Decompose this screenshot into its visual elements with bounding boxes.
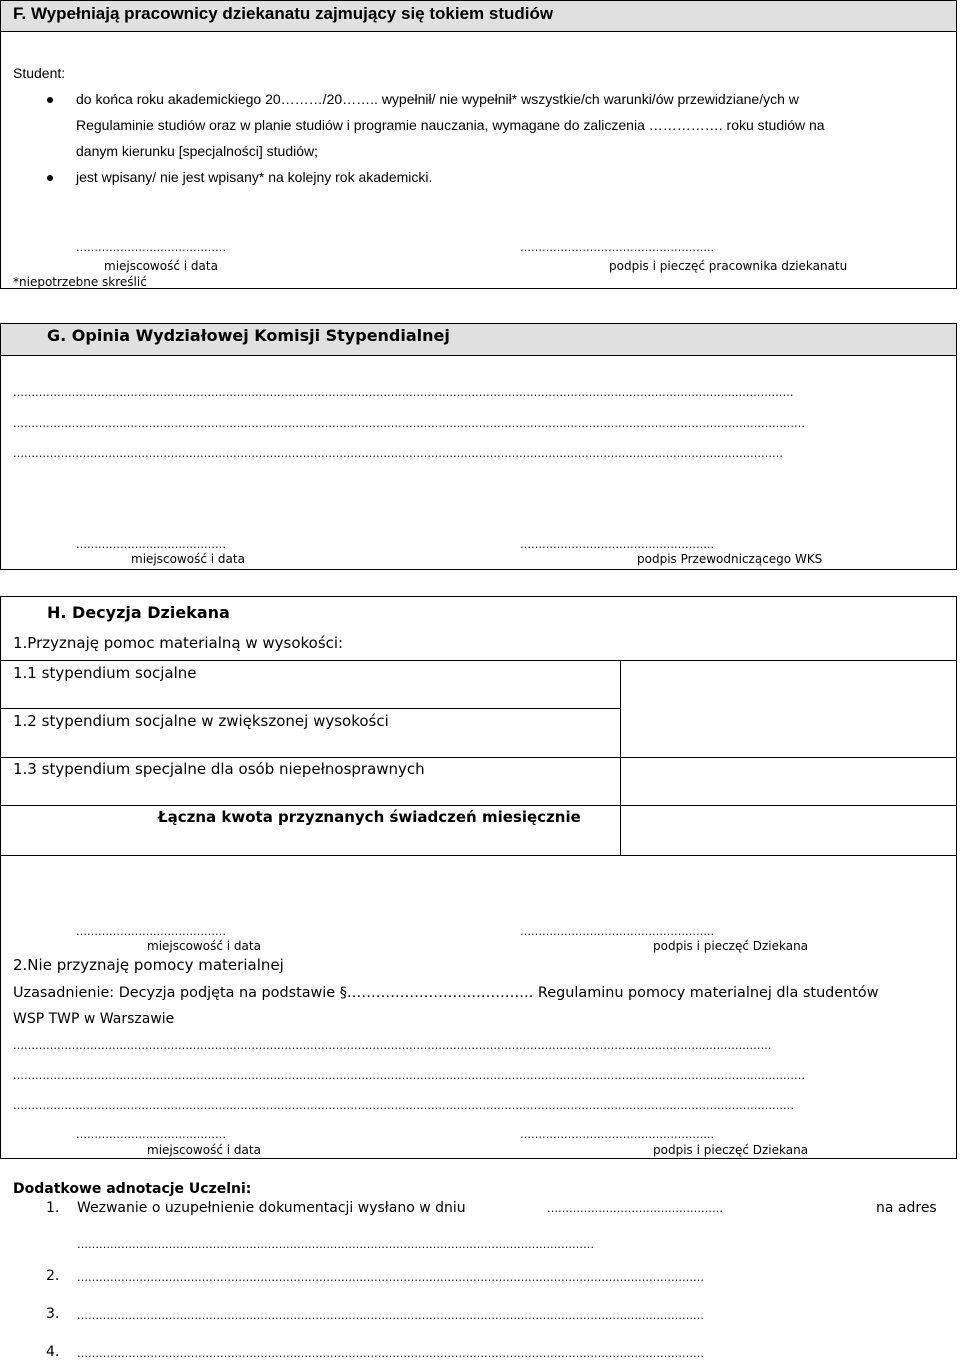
annotation-3-number: 3. — [46, 1306, 60, 1322]
g-signature-label: podpis Przewodniczącego WKS — [637, 552, 823, 566]
row-line-2 — [0, 757, 957, 758]
justification-line-1: Uzasadnienie: Decyzja podjęta na podstawie §……………………..…………. Regulaminu pomocy materialnej dla studentów — [13, 985, 879, 1001]
row-line-3 — [0, 805, 957, 806]
footnote: *niepotrzebne skreślić — [13, 275, 147, 289]
annotation-2-number: 2. — [46, 1268, 60, 1284]
h-place-date-dots-2[interactable]: …………………..……………… — [76, 1128, 226, 1141]
annotation-1-number: 1. — [46, 1200, 60, 1216]
f-signature-dots[interactable]: …………………………………………….. — [520, 241, 714, 254]
h-line-3[interactable]: …………………………………………………………………………………………………………………………………………………………………………………………… — [13, 1099, 794, 1112]
section-g-title: G. Opinia Wydziałowej Komisji Stypendialnej — [47, 326, 450, 345]
section-h-title: H. Decyzja Dziekana — [47, 603, 230, 622]
annotations-title: Dodatkowe adnotacje Uczelni: — [13, 1181, 252, 1197]
g-line-1[interactable]: ……………………………………………………………………………………………………………………………………………………………………………...…………… — [13, 386, 794, 399]
annotation-1-text: Wezwanie o uzupełnienie dokumentacji wysłano w dniu — [77, 1200, 466, 1216]
annotation-1-date-dots[interactable]: ………………………………………… — [547, 1202, 723, 1215]
bullet1-line1: do końca roku akademickiego 20………/20…….. wypełnił/ nie wypełnił* wszystkie/ch warunki/ów przewidziane/ych w — [76, 91, 799, 107]
h-place-date-label-2: miejscowość i data — [147, 1143, 261, 1157]
amount-1-1-line — [0, 708, 620, 709]
bullet-2 — [47, 175, 53, 181]
annotation-4-dots[interactable]: ……………………………………………………………………………………………………………………………………………………… — [77, 1347, 704, 1360]
bullet1-line3: danym kierunku [specjalności] studiów; — [76, 143, 319, 159]
bullet-1 — [47, 97, 53, 103]
row-line-4 — [0, 855, 957, 856]
g-place-date-label: miejscowość i data — [131, 552, 245, 566]
item-1-2: 1.2 stypendium socjalne w zwiększonej wysokości — [13, 712, 389, 730]
section-f-title: F. Wypełniają pracownicy dziekanatu zajmujący się tokiem studiów — [13, 4, 554, 23]
bullet1-line2: Regulaminie studiów oraz w planie studiów i programie nauczania, wymagane do zaliczenia ……………. roku studiów na — [76, 117, 825, 133]
h-signature-dots[interactable]: …………………………………………….. — [520, 925, 714, 938]
f-place-date-label: miejscowość i data — [104, 259, 218, 273]
f-signature-label: podpis i pieczęć pracownika dziekanatu — [609, 259, 848, 273]
deny-heading: 2.Nie przyznaję pomocy materialnej — [13, 956, 284, 974]
h-signature-dots-2[interactable]: …………………………………………….. — [520, 1128, 714, 1141]
item-1-3: 1.3 stypendium specjalne dla osób niepełnosprawnych — [13, 760, 425, 778]
annotation-2-dots[interactable]: ……………………………………………………………………………………………………………………………………………………… — [77, 1271, 704, 1284]
bullet2-text: jest wpisany/ nie jest wpisany* na kolejny rok akademicki. — [76, 169, 433, 185]
grant-heading: 1.Przyznaję pomoc materialną w wysokości: — [13, 634, 344, 652]
annotation-1-tail: na adres — [876, 1200, 937, 1216]
h-signature-label-2: podpis i pieczęć Dziekana — [653, 1143, 809, 1157]
student-label: Student: — [13, 65, 66, 81]
g-signature-dots[interactable]: …………………………………………….. — [520, 538, 714, 551]
f-place-date-dots[interactable]: …………………..……………… — [76, 241, 226, 254]
total-amount-label: Łączna kwota przyznanych świadczeń miesięcznie — [158, 808, 581, 826]
item-1-1: 1.1 stypendium socjalne — [13, 664, 197, 682]
h-line-1[interactable]: ……………………………………………………………………………………………………………………………………………………………………...……………… — [13, 1039, 772, 1052]
annotation-4-number: 4. — [46, 1344, 60, 1360]
grant-table-top — [0, 660, 957, 661]
h-place-date-dots[interactable]: …………………..……………… — [76, 925, 226, 938]
g-place-date-dots[interactable]: …………………..……………… — [76, 538, 226, 551]
annotation-3-dots[interactable]: ……………………………………………………………………………………………………………………………………………………… — [77, 1309, 704, 1322]
g-line-3[interactable]: ………………………………………………………………………………………………………………………………………………………………………………………… — [13, 447, 783, 460]
h-signature-label: podpis i pieczęć Dziekana — [653, 939, 809, 953]
justification-line-2: WSP TWP w Warszawie — [13, 1011, 175, 1027]
annotation-1-address-dots[interactable]: …………………………………………………………………………………………………………………………… — [77, 1238, 594, 1251]
h-line-2[interactable]: ……………………………………………………………………………………………………………………………………………………………………………………………… — [13, 1069, 805, 1082]
h-place-date-label: miejscowość i data — [147, 939, 261, 953]
g-line-2[interactable]: ……………………………………………………………………………………………………………………………………………………………………………………………… — [13, 417, 805, 430]
